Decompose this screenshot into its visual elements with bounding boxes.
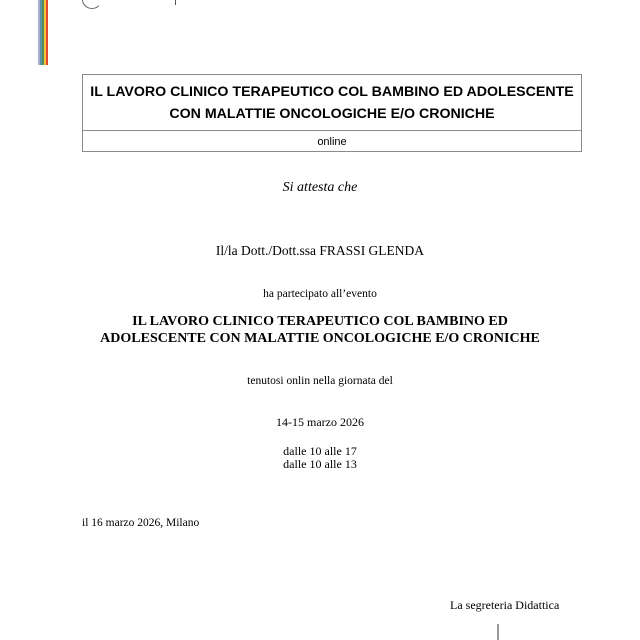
place-and-date: il 16 marzo 2026, Milano (82, 517, 200, 529)
event-title-line: ADOLESCENTE CON MALATTIE ONCOLOGICHE E/O CRONICHE (100, 331, 540, 346)
logo-fragment-mark (175, 0, 176, 5)
recipient-name: Il/la Dott./Dott.ssa FRASSI GLENDA (215, 243, 425, 258)
signature-mark (497, 624, 499, 640)
stripe-band (46, 0, 48, 65)
logo-fragment-icon (82, 0, 102, 9)
held-text: tenutosi onlin nella giornata del (247, 375, 393, 387)
event-header-title: IL LAVORO CLINICO TERAPEUTICO COL BAMBINO ED ADOLESCENTE CON MALATTIE ONCOLOGICHE E/O CRONICHE (83, 75, 581, 131)
event-hours-line: dalle 10 alle 17 (283, 444, 357, 458)
event-hours (0, 445, 640, 471)
signature-label: La segreteria Didattica (450, 598, 560, 612)
participation-text: ha partecipato all’evento (263, 288, 377, 300)
attestation-intro: Si attesta che (282, 180, 358, 195)
event-header-box (82, 74, 582, 152)
event-dates: 14-15 marzo 2026 (276, 415, 364, 429)
brand-color-stripe (38, 0, 48, 65)
event-title (0, 313, 640, 347)
event-title-line: IL LAVORO CLINICO TERAPEUTICO COL BAMBINO ED (132, 314, 508, 329)
event-mode: online (317, 135, 347, 148)
event-hours-line: dalle 10 alle 13 (283, 457, 357, 471)
